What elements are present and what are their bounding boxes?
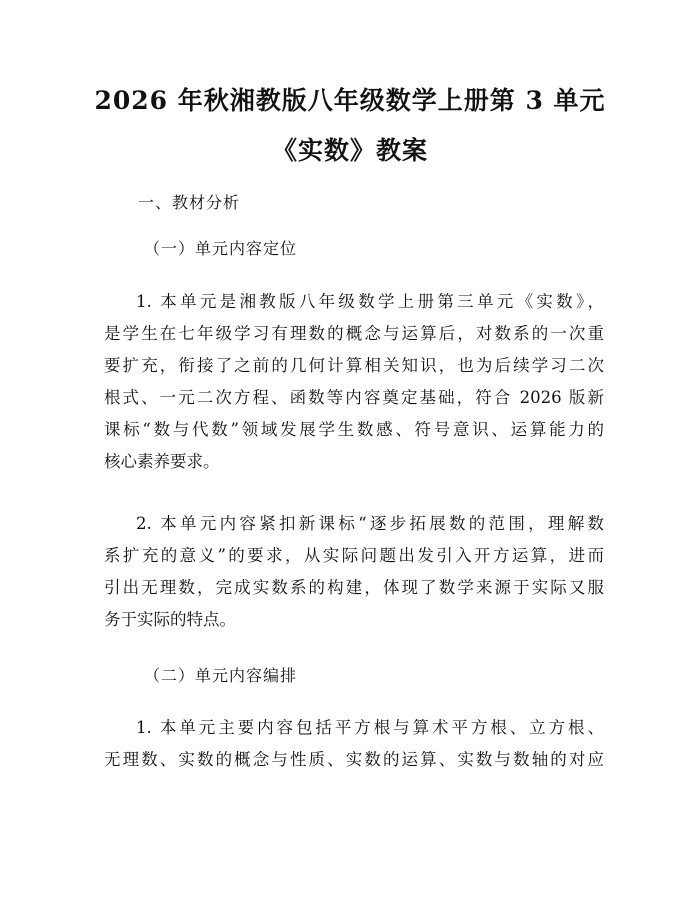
document-title-line-1: 2026 年秋湘教版八年级数学上册第 3 单元 [94, 86, 606, 115]
subsection-heading-unit-arrangement: （二）单元内容编排 [144, 666, 298, 685]
paragraph-1-line: 是学生在七年级学习有理数的概念与运算后，对数系的一次重 [104, 324, 604, 343]
paragraph-3 [104, 712, 604, 776]
paragraph-1-line: 1. 本单元是湘教版八年级数学上册第三单元《实数》， [136, 292, 604, 311]
paragraph-2 [104, 508, 604, 636]
paragraph-1-line: 核心素养要求。 [104, 452, 220, 471]
paragraph-2-line: 引出无理数，完成实数系的构建，体现了数学来源于实际又服 [104, 578, 604, 597]
subsection-heading-unit-positioning: （一）单元内容定位 [144, 239, 298, 258]
paragraph-2-line: 2. 本单元内容紧扣新课标“逐步拓展数的范围，理解数 [136, 514, 604, 533]
paragraph-2-line: 系扩充的意义”的要求，从实际问题出发引入开方运算，进而 [104, 546, 604, 565]
section-heading-textbook-analysis: 一、教材分析 [138, 193, 241, 212]
paragraph-1-line: 根式、一元二次方程、函数等内容奠定基础，符合 2026 版新 [104, 388, 604, 407]
paragraph-3-line: 无理数、实数的概念与性质、实数的运算、实数与数轴的对应 [104, 750, 604, 769]
paragraph-2-line: 务于实际的特点。 [104, 610, 236, 629]
paragraph-1-line: 要扩充，衔接了之前的几何计算相关知识，也为后续学习二次 [104, 356, 604, 375]
paragraph-3-line: 1. 本单元主要内容包括平方根与算术平方根、立方根、 [136, 718, 604, 737]
paragraph-1 [104, 286, 604, 478]
document-title-line-2: 《实数》教案 [271, 136, 428, 165]
paragraph-1-line: 课标“数与代数”领域发展学生数感、符号意识、运算能力的 [104, 420, 604, 439]
